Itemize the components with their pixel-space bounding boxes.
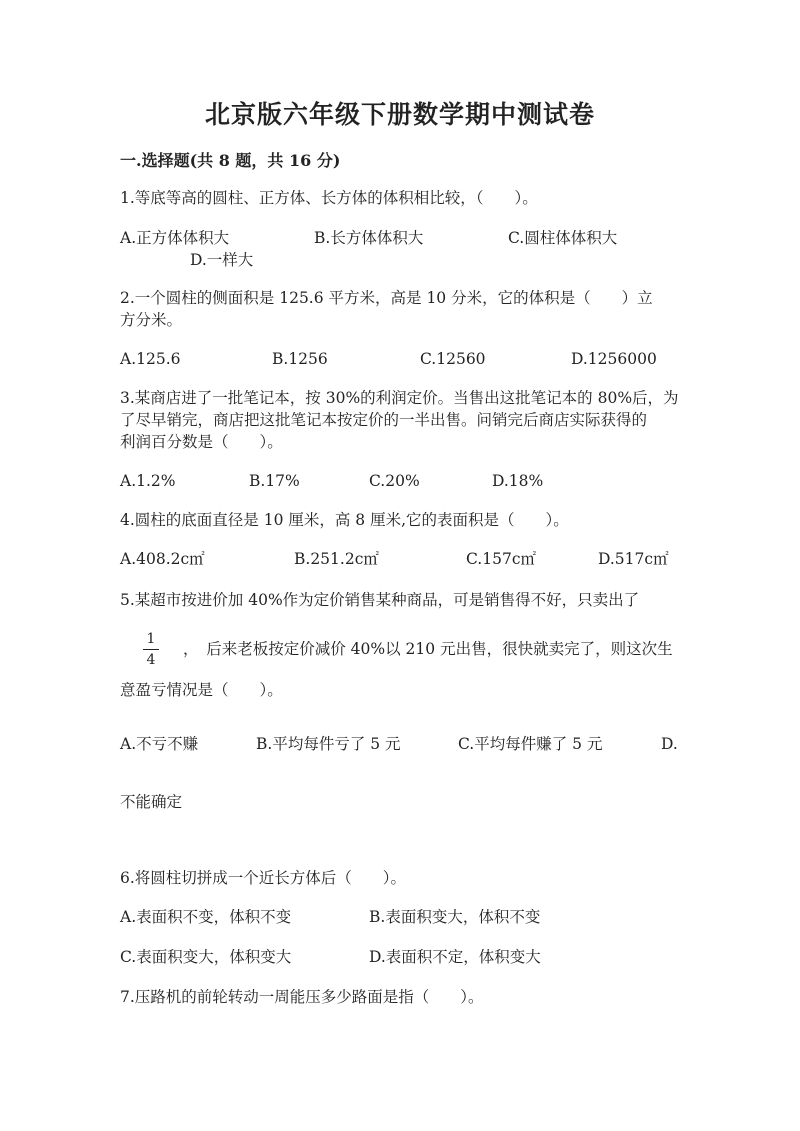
q3-option-d: D.18%: [492, 472, 544, 490]
q1-option-b: B.长方体体积大: [314, 229, 424, 247]
q5-option-d: D.: [661, 735, 678, 753]
q3-option-c: C.20%: [369, 472, 420, 490]
q6-option-b: B.表面积变大，体积不变: [369, 908, 541, 926]
question-5-stem-line2: ， 后来老板按定价减价 40%以 210 元出售，很快就卖完了，则这次生: [183, 640, 673, 658]
question-3-stem-line1: 3.某商店进了一批笔记本，按 30%的利润定价。当售出这批笔记本的 80%后，为: [120, 389, 679, 407]
q1-option-c: C.圆柱体体积大: [508, 229, 618, 247]
q5-option-a: A.不亏不赚: [120, 735, 199, 753]
question-3-stem-line2: 了尽早销完，商店把这批笔记本按定价的一半出售。问销完后商店实际获得的: [120, 411, 648, 429]
q1-option-d: D.一样大: [190, 251, 254, 269]
question-3-stem-line3: 利润百分数是（ ）。: [120, 433, 283, 451]
fraction-bar: [143, 649, 159, 650]
q4-option-b: B.251.2c㎡: [294, 550, 379, 568]
q4-option-c: C.157c㎡: [466, 550, 536, 568]
q5-option-c: C.平均每件赚了 5 元: [458, 735, 603, 753]
page-title: 北京版六年级下册数学期中测试卷: [204, 100, 595, 129]
question-6-stem: 6.将圆柱切拼成一个近长方体后（ ）。: [120, 869, 407, 887]
question-2-stem-line1: 2.一个圆柱的侧面积是 125.6 平方米，高是 10 分米，它的体积是（ ）立: [120, 289, 653, 307]
q1-option-a: A.正方体体积大: [120, 229, 230, 247]
q2-option-b: B.1256: [272, 350, 328, 368]
q2-option-d: D.1256000: [571, 350, 657, 368]
q2-option-a: A.125.6: [120, 350, 181, 368]
q4-option-a: A.408.2c㎡: [120, 550, 205, 568]
q4-option-d: D.517c㎡: [598, 550, 669, 568]
section-heading: 一.选择题(共 8 题，共 16 分): [120, 151, 341, 170]
q6-option-d: D.表面积不定，体积变大: [369, 948, 541, 966]
fraction-one-quarter: [143, 630, 159, 669]
question-5-stem-line3: 意盈亏情况是（ ）。: [120, 681, 283, 699]
q3-option-a: A.1.2%: [120, 472, 176, 490]
q5-option-b: B.平均每件亏了 5 元: [256, 735, 401, 753]
q2-option-c: C.12560: [420, 350, 486, 368]
q6-option-c: C.表面积变大，体积变大: [120, 948, 292, 966]
fraction-denominator: 4: [146, 652, 156, 668]
question-4-stem: 4.圆柱的底面直径是 10 厘米，高 8 厘米,它的表面积是（ ）。: [120, 511, 569, 529]
question-7-stem: 7.压路机的前轮转动一周能压多少路面是指（ ）。: [120, 988, 484, 1006]
q3-option-b: B.17%: [249, 472, 300, 490]
question-5-stem-line1: 5.某超市按进价加 40%作为定价销售某种商品，可是销售得不好，只卖出了: [120, 591, 640, 609]
q5-option-d-continued: 不能确定: [120, 793, 183, 811]
fraction-numerator: 1: [146, 631, 156, 647]
question-2-stem-line2: 方分米。: [120, 311, 183, 329]
question-1-stem: 1.等底等高的圆柱、正方体、长方体的体积相比较，（ ）。: [120, 189, 538, 207]
q6-option-a: A.表面积不变，体积不变: [120, 908, 292, 926]
